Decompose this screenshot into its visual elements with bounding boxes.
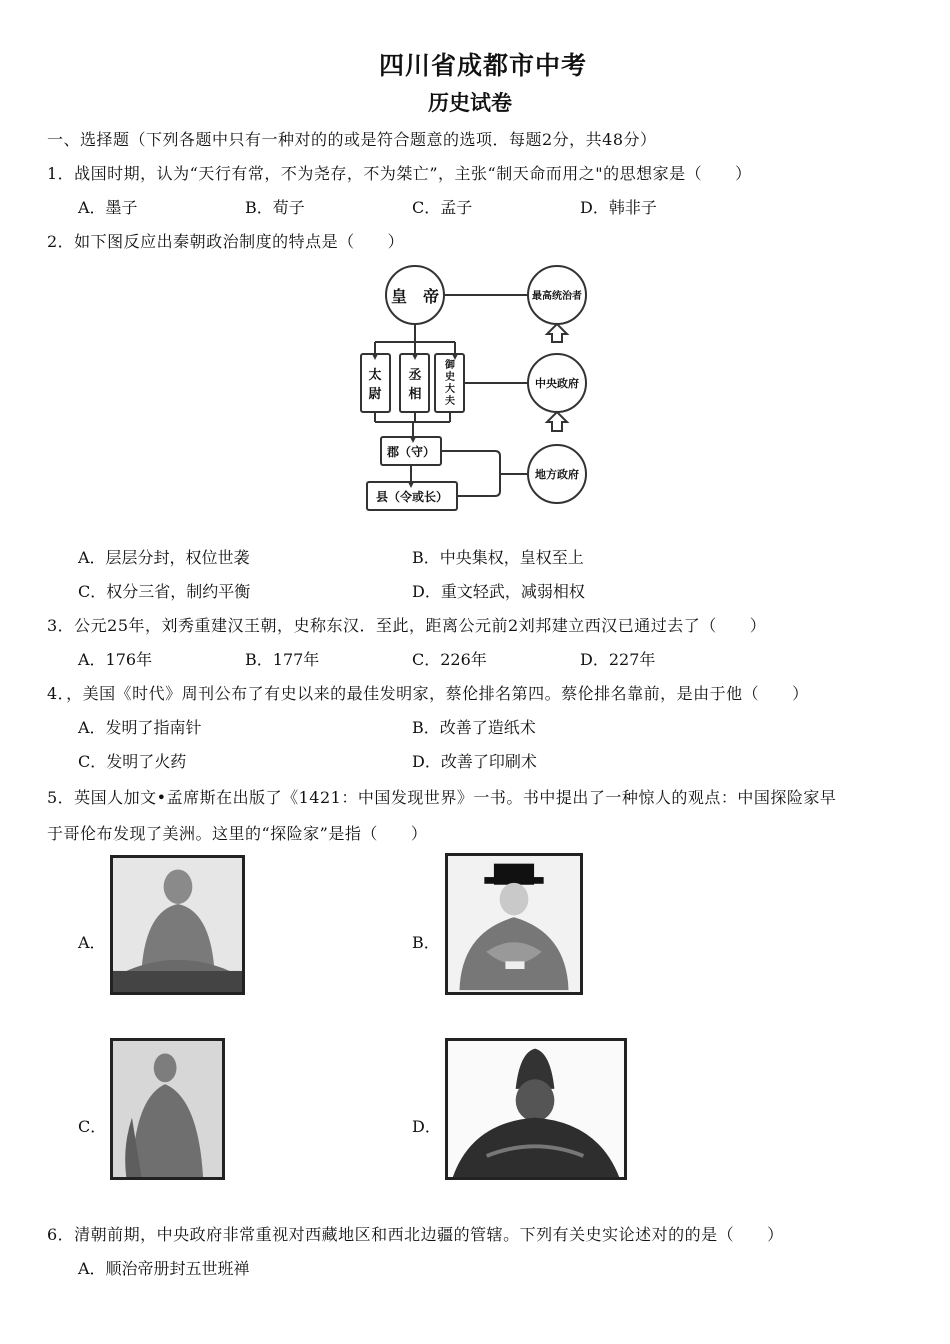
question-3-option-a[interactable]: A．176年 [78, 650, 153, 669]
question-3-stem: 3．公元25年，刘秀重建汉王朝，史称东汉．至此，距离公元前2刘邦建立西汉已通过去了（ ） [47, 616, 767, 635]
diagram-supreme-label: 最高统治者 [532, 291, 582, 302]
diagram-yushi-2: 史 [445, 372, 455, 383]
page-subtitle: 历史试卷 [428, 90, 512, 115]
warrior-general-statue-image[interactable] [445, 1038, 627, 1180]
question-2-option-b[interactable]: B．中央集权，皇权至上 [412, 548, 584, 567]
question-2-option-d[interactable]: D．重文轻武，减弱相权 [412, 582, 585, 601]
question-5-option-d[interactable]: D． [412, 1117, 441, 1136]
section-heading: 一、选择题（下列各题中只有一种对的的或是符合题意的选项．每题2分，共48分） [47, 130, 657, 149]
diagram-yushi-1: 御 [445, 360, 455, 371]
diagram-central-label: 中央政府 [535, 377, 579, 390]
question-3-option-c[interactable]: C．226年 [412, 650, 487, 669]
question-5-option-b[interactable]: B． [412, 933, 440, 952]
diagram-chengxiang-1: 丞 [408, 368, 422, 383]
diagram-local-label: 地方政府 [535, 468, 579, 481]
diagram-xian-label: 县（令或长） [375, 490, 449, 504]
diagram-taiwei-2: 尉 [368, 387, 382, 402]
question-1-option-d[interactable]: D．韩非子 [580, 198, 657, 217]
diagram-jun-label: 郡（守） [386, 445, 436, 459]
question-1-option-a[interactable]: A．墨子 [78, 198, 138, 217]
diagram-yushi-4: 夫 [445, 396, 455, 407]
seated-monk-statue-image[interactable] [110, 855, 245, 995]
question-3-option-b[interactable]: B．177年 [245, 650, 320, 669]
question-5-option-a[interactable]: A． [78, 933, 106, 952]
page-title: 四川省成都市中考 [379, 51, 588, 80]
question-1-option-c[interactable]: C．孟子 [412, 198, 473, 217]
diagram-emperor-label: 皇 帝 [390, 287, 440, 306]
question-2-stem: 2．如下图反应出秦朝政治制度的特点是（ ） [47, 232, 405, 251]
question-4-option-c[interactable]: C．发明了火药 [78, 752, 187, 771]
question-5-option-c[interactable]: C． [78, 1117, 107, 1136]
diagram-chengxiang-2: 相 [408, 387, 422, 402]
question-2-option-c[interactable]: C．权分三省，制约平衡 [78, 582, 251, 601]
ming-official-portrait-image[interactable] [445, 853, 583, 995]
diagram-yushi-3: 大 [445, 384, 455, 395]
question-1-stem: 1．战国时期，认为“天行有常，不为尧存，不为桀亡”，主张“制天命而用之"的思想家是（ ） [47, 164, 752, 183]
question-4-option-a[interactable]: A．发明了指南针 [78, 718, 202, 737]
question-4-option-d[interactable]: D．改善了印刷术 [412, 752, 537, 771]
qin-political-system-diagram [355, 262, 600, 517]
question-4-stem: 4．，美国《时代》周刊公布了有史以来的最佳发明家，蔡伦排名第四。蔡伦排名靠前，是由于他（ ） [47, 684, 809, 703]
question-6-option-a[interactable]: A．顺治帝册封五世班禅 [78, 1259, 250, 1278]
question-4-option-b[interactable]: B．改善了造纸术 [412, 718, 536, 737]
question-5-stem-line2: 于哥伦布发现了美洲。这里的“探险家”是指（ ） [47, 824, 428, 843]
question-2-option-a[interactable]: A．层层分封，权位世袭 [78, 548, 250, 567]
diagram-taiwei-1: 太 [368, 368, 382, 383]
question-5-stem-line1: 5．英国人加文•孟席斯在出版了《1421：中国发现世界》一书。书中提出了一种惊人的观点：中国探险家早 [47, 788, 837, 807]
standing-explorer-statue-image[interactable] [110, 1038, 225, 1180]
question-1-option-b[interactable]: B．荀子 [245, 198, 305, 217]
question-6-stem: 6．清朝前期，中央政府非常重视对西藏地区和西北边疆的管辖。下列有关史实论述对的的是（ ） [47, 1225, 784, 1244]
question-3-option-d[interactable]: D．227年 [580, 650, 656, 669]
